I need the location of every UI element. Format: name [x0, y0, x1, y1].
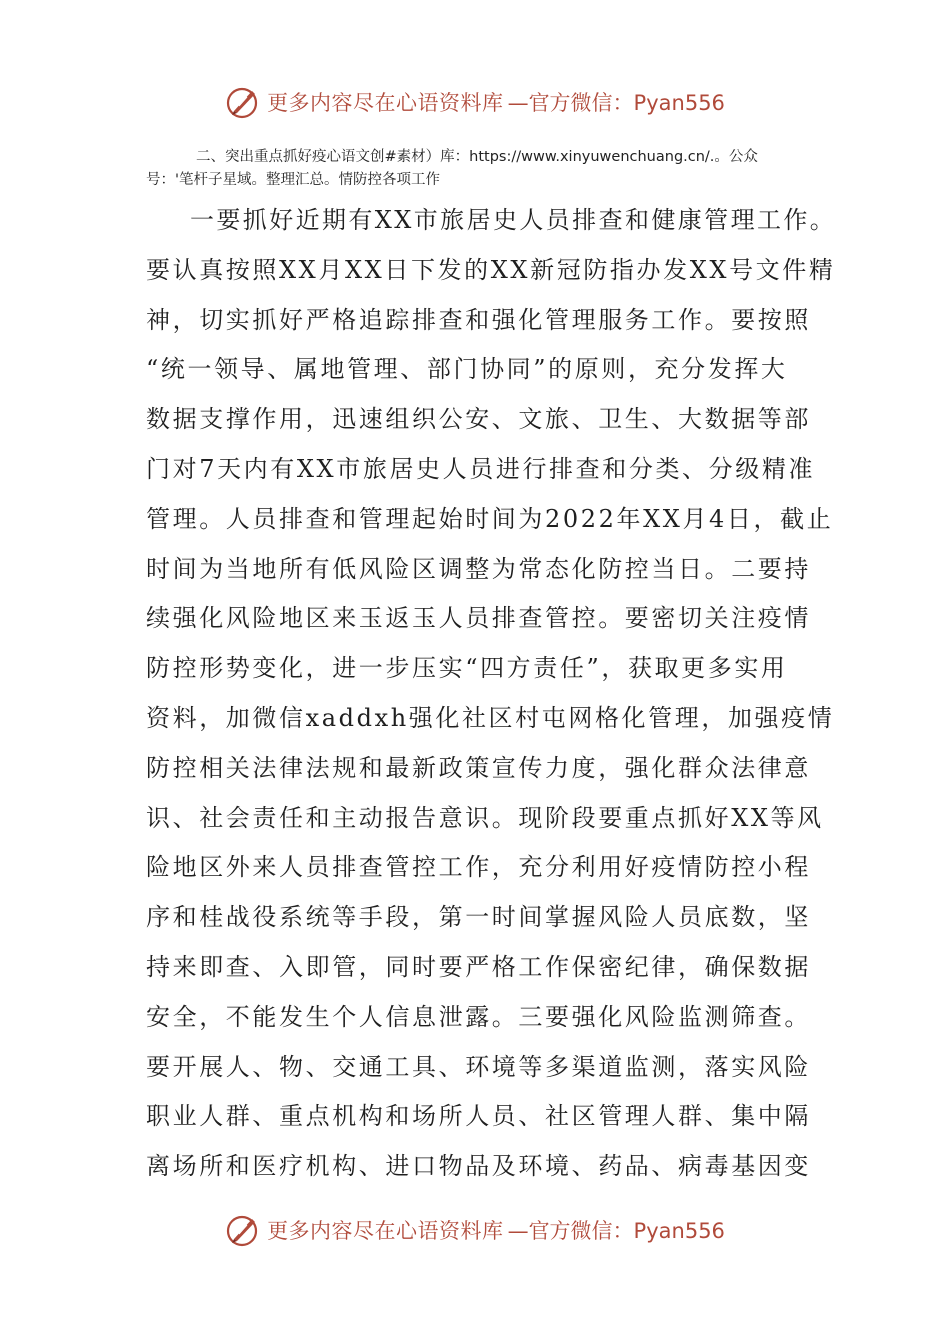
body-line: 持来即查、入即管，同时要严格工作保密纪律，确保数据 — [146, 952, 811, 981]
body-line: 序和桂战役系统等手段，第一时间掌握风险人员底数，坚 — [146, 903, 811, 932]
header-note — [146, 146, 826, 192]
bottom-banner — [0, 1210, 950, 1250]
body-line: 识、社会责任和主动报告意识。现阶段要重点抓好XX等风 — [146, 803, 824, 832]
body-line: 续强化风险地区来玉返玉人员排查管控。要密切关注疫情 — [146, 604, 811, 633]
body-line: 资料，加微信xaddxh强化社区村屯网格化管理，加强疫情 — [146, 703, 835, 732]
body-line: 要开展人、物、交通工具、环境等多渠道监测，落实风险 — [146, 1052, 811, 1081]
body-line: 要认真按照XX月XX日下发的XX新冠防指办发XX号文件精 — [146, 255, 836, 284]
body-line: 一要抓好近期有XX市旅居史人员排查和健康管理工作。 — [190, 206, 837, 234]
header-note-line-1: 二、突出重点抓好疫心语文创#素材）库：https://www.xinyuwenchuang.cn/.。公众 — [196, 149, 758, 165]
body-line: 职业人群、重点机构和场所人员、社区管理人群、集中隔 — [146, 1102, 811, 1131]
banner-slogan: 更多内容尽在心语资料库 — [267, 1219, 504, 1243]
body-line: 防控形势变化，进一步压实“四方责任”，获取更多实用 — [146, 654, 788, 683]
quill-pen-logo-icon — [225, 84, 261, 120]
banner-official-wechat: —官方微信：Pyan556 — [507, 1219, 725, 1243]
quill-pen-logo-icon — [225, 1212, 261, 1248]
body-line: 神，切实抓好严格追踪排查和强化管理服务工作。要按照 — [146, 305, 811, 334]
header-note-line-2: 号：'笔杆子星域。整理汇总。情防控各项工作 — [146, 172, 440, 188]
body-line: 管理。人员排查和管理起始时间为2022年XX月4日，截止 — [146, 504, 834, 533]
body-line: 数据支撑作用，迅速组织公安、文旅、卫生、大数据等部 — [146, 405, 811, 434]
body-line: 安全，不能发生个人信息泄露。三要强化风险监测筛查。 — [146, 1002, 811, 1031]
top-banner — [0, 82, 950, 122]
banner-slogan: 更多内容尽在心语资料库 — [267, 91, 504, 115]
body-line: 时间为当地所有低风险区调整为常态化防控当日。二要持 — [146, 554, 811, 583]
body-line: 险地区外来人员排查管控工作，充分利用好疫情防控小程 — [146, 853, 811, 882]
banner-official-wechat: —官方微信：Pyan556 — [507, 91, 725, 115]
body-line: 门对7天内有XX市旅居史人员进行排查和分类、分级精准 — [146, 454, 816, 483]
document-body — [146, 196, 837, 1192]
body-line: 防控相关法律法规和最新政策宣传力度，强化群众法律意 — [146, 753, 811, 782]
body-line: “统一领导、属地管理、部门协同”的原则，充分发挥大 — [146, 355, 788, 384]
body-line: 离场所和医疗机构、进口物品及环境、药品、病毒基因变 — [146, 1152, 811, 1181]
